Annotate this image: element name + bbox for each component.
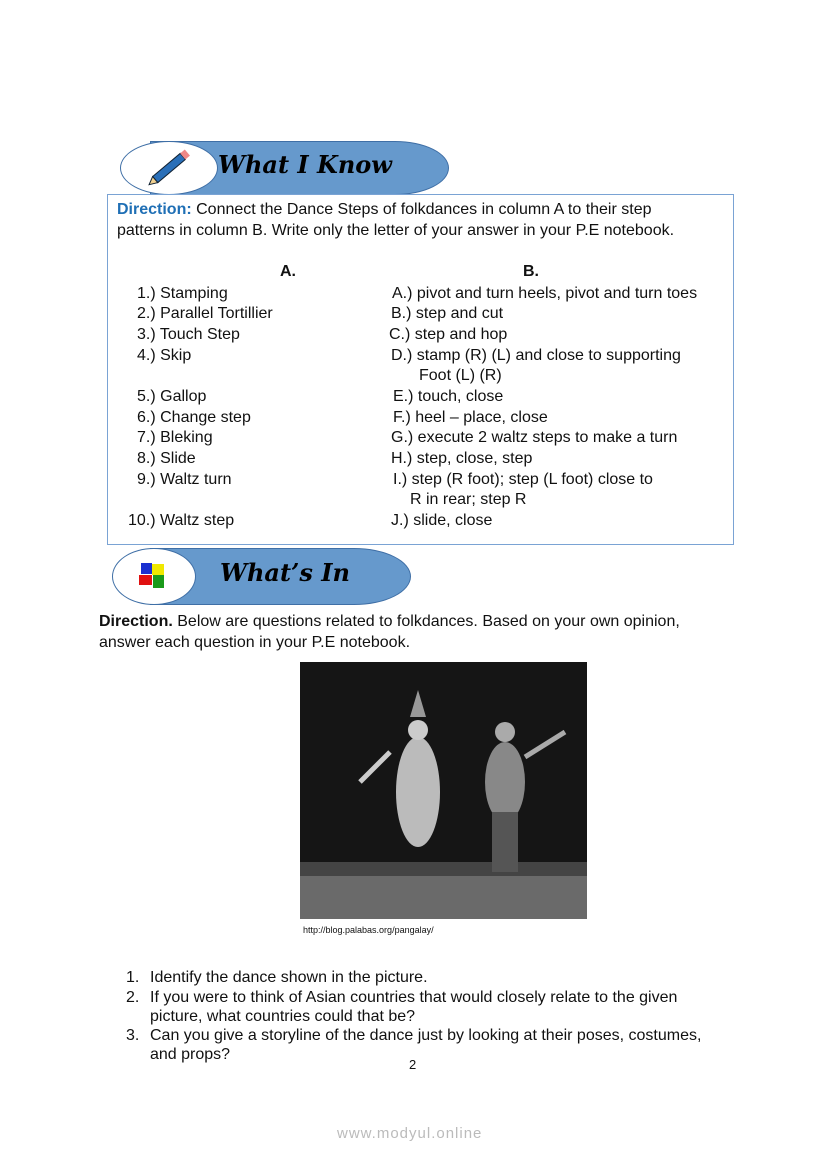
puzzle-icon-oval xyxy=(112,548,196,605)
question-text: Can you give a storyline of the dance just by looking at their poses, costumes, xyxy=(150,1027,702,1044)
column-b-header: B. xyxy=(523,263,539,280)
column-a-item: 1.) Stamping xyxy=(137,285,228,302)
column-a-item: 6.) Change step xyxy=(137,409,251,426)
question-text: picture, what countries could that be? xyxy=(150,1008,416,1025)
pencil-icon-oval xyxy=(120,141,218,195)
column-a-item: 7.) Bleking xyxy=(137,429,213,446)
direction-label: Direction: xyxy=(117,201,192,218)
column-b-item: G.) execute 2 waltz steps to make a turn xyxy=(391,429,678,446)
section-title: What I Know xyxy=(218,150,392,179)
question-text: and props? xyxy=(150,1046,231,1063)
column-b-item: H.) step, close, step xyxy=(391,450,533,467)
column-a-item: 3.) Touch Step xyxy=(137,326,240,343)
question-number: 1. xyxy=(126,969,140,986)
watermark: www.modyul.online xyxy=(337,1125,483,1142)
column-b-item: J.) slide, close xyxy=(391,512,493,529)
column-a-item: 2.) Parallel Tortillier xyxy=(137,305,273,322)
column-a-item: 9.) Waltz turn xyxy=(137,471,232,488)
column-b-item-cont: Foot (L) (R) xyxy=(419,367,502,384)
column-b-item: B.) step and cut xyxy=(391,305,504,322)
question-text: Identify the dance shown in the picture. xyxy=(150,969,428,986)
column-a-item: 5.) Gallop xyxy=(137,388,207,405)
direction-text: Connect the Dance Steps of folkdances in column A to their step xyxy=(191,201,652,218)
dancers-image xyxy=(300,662,587,919)
column-b-item: E.) touch, close xyxy=(393,388,504,405)
column-a-item: 8.) Slide xyxy=(137,450,196,467)
column-a-item: 10.) Waltz step xyxy=(128,512,235,529)
page-number: 2 xyxy=(409,1057,417,1072)
column-b-item: D.) stamp (R) (L) and close to supporting xyxy=(391,347,681,364)
dance-photo xyxy=(300,662,587,919)
direction-line-1 xyxy=(117,201,652,219)
question-number: 2. xyxy=(126,989,140,1006)
column-b-item-cont: R in rear; step R xyxy=(410,491,527,508)
column-b-item: F.) heel – place, close xyxy=(393,409,548,426)
direction-text: Below are questions related to folkdances. Based on your own opinion, xyxy=(172,613,680,630)
column-b-item: I.) step (R foot); step (L foot) close to xyxy=(393,471,653,488)
column-a-header: A. xyxy=(280,263,296,280)
direction-line-2: answer each question in your P.E notebook. xyxy=(99,634,411,651)
question-number: 3. xyxy=(126,1027,140,1044)
column-a-item: 4.) Skip xyxy=(137,347,192,364)
pencil-icon xyxy=(121,142,217,194)
direction-line-2: patterns in column B. Write only the letter of your answer in your P.E notebook. xyxy=(117,222,675,239)
question-text: If you were to think of Asian countries that would closely relate to the given xyxy=(150,989,678,1006)
column-b-item: C.) step and hop xyxy=(389,326,508,343)
section-title: What’s In xyxy=(220,558,350,587)
puzzle-icon xyxy=(113,549,195,604)
column-b-item: A.) pivot and turn heels, pivot and turn toes xyxy=(392,285,698,302)
photo-caption: http://blog.palabas.org/pangalay/ xyxy=(303,925,434,935)
direction-label: Direction. xyxy=(99,613,173,630)
direction-line-1 xyxy=(99,613,680,631)
